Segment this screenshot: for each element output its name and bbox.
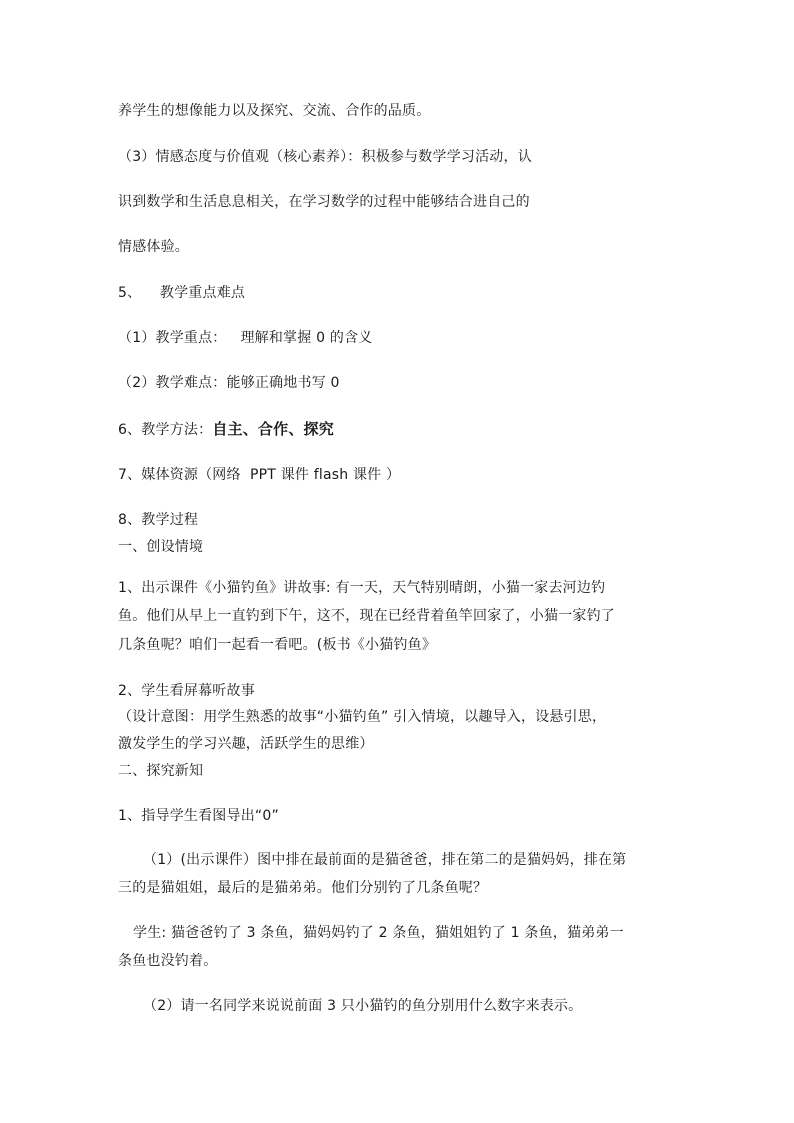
paragraph-line: 7、媒体资源（网络 PPT 课件 flash 课件 ） bbox=[118, 467, 401, 483]
paragraph-line: 鱼。他们从早上一直钓到下午，这不，现在已经背着鱼竿回家了，小猫一家钓了 bbox=[118, 608, 615, 624]
paragraph-line: 几条鱼呢？咱们一起看一看吧。(板书《小猫钓鱼》 bbox=[118, 637, 437, 653]
method-line bbox=[118, 419, 334, 440]
section-heading: 8、教学过程 bbox=[118, 512, 199, 528]
method-bold-text: 自主、合作、探究 bbox=[212, 420, 334, 438]
section-heading: 二、探究新知 bbox=[118, 763, 204, 779]
paragraph-line: 2、学生看屏幕听故事 bbox=[118, 683, 255, 699]
paragraph-line: 1、出示课件《小猫钓鱼》讲故事: 有一天，天气特别晴朗，小猫一家去河边钓 bbox=[118, 580, 606, 596]
paragraph-line: （2）教学难点：能够正确地书写 0 bbox=[118, 375, 340, 391]
paragraph-line: （1）教学重点： 理解和掌握 0 的含义 bbox=[118, 330, 373, 346]
paragraph-line: （3）情感态度与价值观（核心素养）：积极参与数学学习活动，认 bbox=[118, 149, 532, 165]
section-heading: 一、创设情境 bbox=[118, 539, 204, 555]
paragraph-line: 学生: 猫爸爸钓了 3 条鱼，猫妈妈钓了 2 条鱼，猫姐姐钓了 1 条鱼，猫弟弟一 bbox=[133, 925, 624, 941]
method-prefix: 6、教学方法： bbox=[118, 422, 213, 438]
paragraph-line: （2）请一名同学来说说前面 3 只小猫钓的鱼分别用什么数字来表示。 bbox=[143, 998, 583, 1014]
paragraph-line: （设计意图：用学生熟悉的故事“小猫钓鱼” 引入情境，以趣导入，设悬引思， bbox=[118, 709, 607, 725]
section-heading: 5、 教学重点难点 bbox=[118, 285, 246, 301]
paragraph-line: 养学生的想像能力以及探究、交流、合作的品质。 bbox=[118, 103, 431, 119]
paragraph-line: 1、指导学生看图导出“0” bbox=[118, 808, 279, 824]
paragraph-line: 情感体验。 bbox=[118, 239, 189, 255]
paragraph-line: 激发学生的学习兴趣，活跃学生的思维） bbox=[118, 736, 374, 752]
paragraph-line: 识到数学和生活息息相关，在学习数学的过程中能够结合进自己的 bbox=[118, 194, 530, 210]
paragraph-line: 条鱼也没钓着。 bbox=[118, 953, 218, 969]
paragraph-line: 三的是猫姐姐，最后的是猫弟弟。他们分别钓了几条鱼呢？ bbox=[118, 880, 488, 896]
paragraph-line: （1）(出示课件）图中排在最前面的是猫爸爸，排在第二的是猫妈妈，排在第 bbox=[143, 852, 627, 868]
